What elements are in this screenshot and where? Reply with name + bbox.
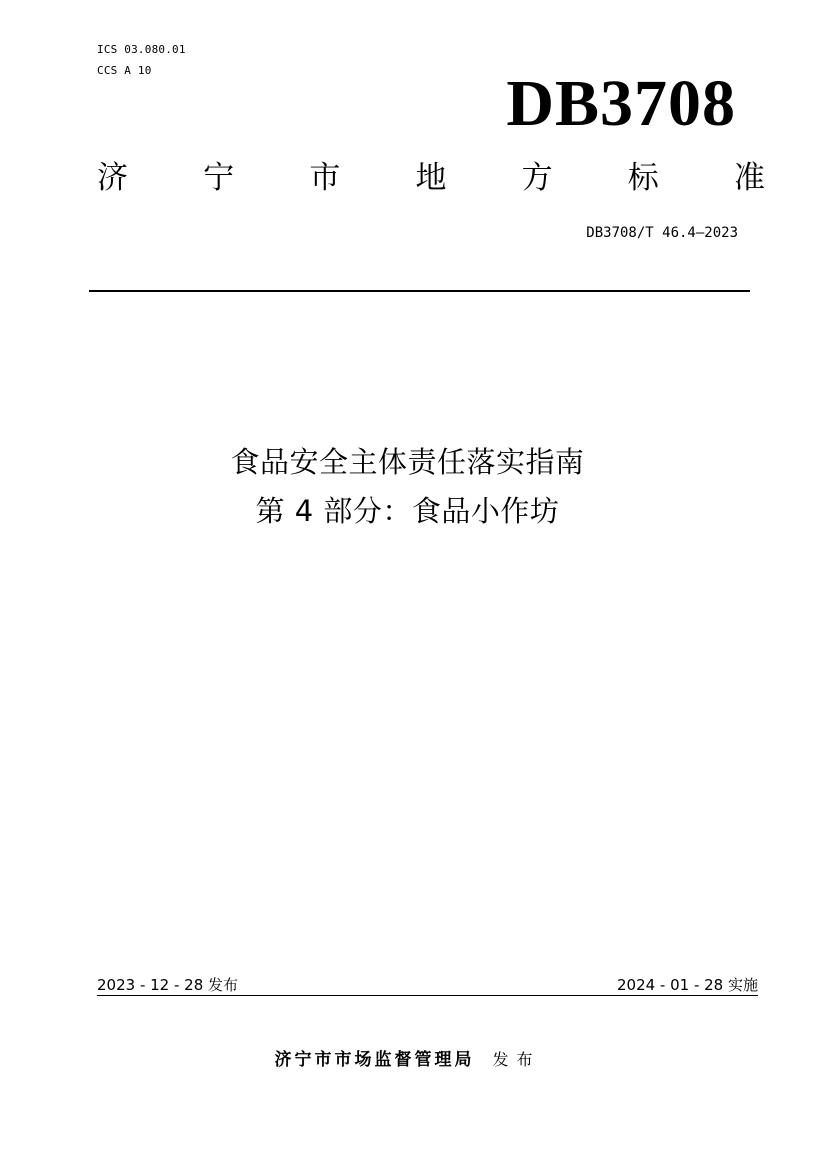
standard-mark: DB3708 (506, 67, 736, 140)
publisher-line (0, 1049, 815, 1071)
header-divider (89, 290, 750, 292)
standard-class-title (97, 158, 765, 198)
standard-class-char: 济 (97, 160, 128, 196)
standard-class-char: 宁 (203, 160, 235, 196)
publisher-action: 发布 (492, 1050, 541, 1069)
standard-number: DB3708/T 46.4—2023 (586, 225, 738, 241)
standard-class-char: 准 (733, 160, 765, 196)
document-title: 食品安全主体责任落实指南 (230, 445, 585, 479)
ccs-code: CCS A 10 (97, 64, 152, 77)
standard-class-char: 标 (627, 160, 659, 196)
publisher-name: 济宁市市场监督管理局 (274, 1050, 475, 1070)
implementation-date: 2024 - 01 - 28 实施 (616, 976, 758, 994)
standard-class-char: 方 (521, 160, 553, 196)
document-subtitle: 第 4 部分：食品小作坊 (255, 494, 560, 528)
standard-class-char: 地 (415, 160, 447, 196)
issue-date: 2023 - 12 - 28 发布 (97, 976, 239, 994)
footer-divider (97, 995, 758, 996)
standard-class-char: 市 (309, 160, 341, 196)
ics-code: ICS 03.080.01 (97, 43, 186, 56)
